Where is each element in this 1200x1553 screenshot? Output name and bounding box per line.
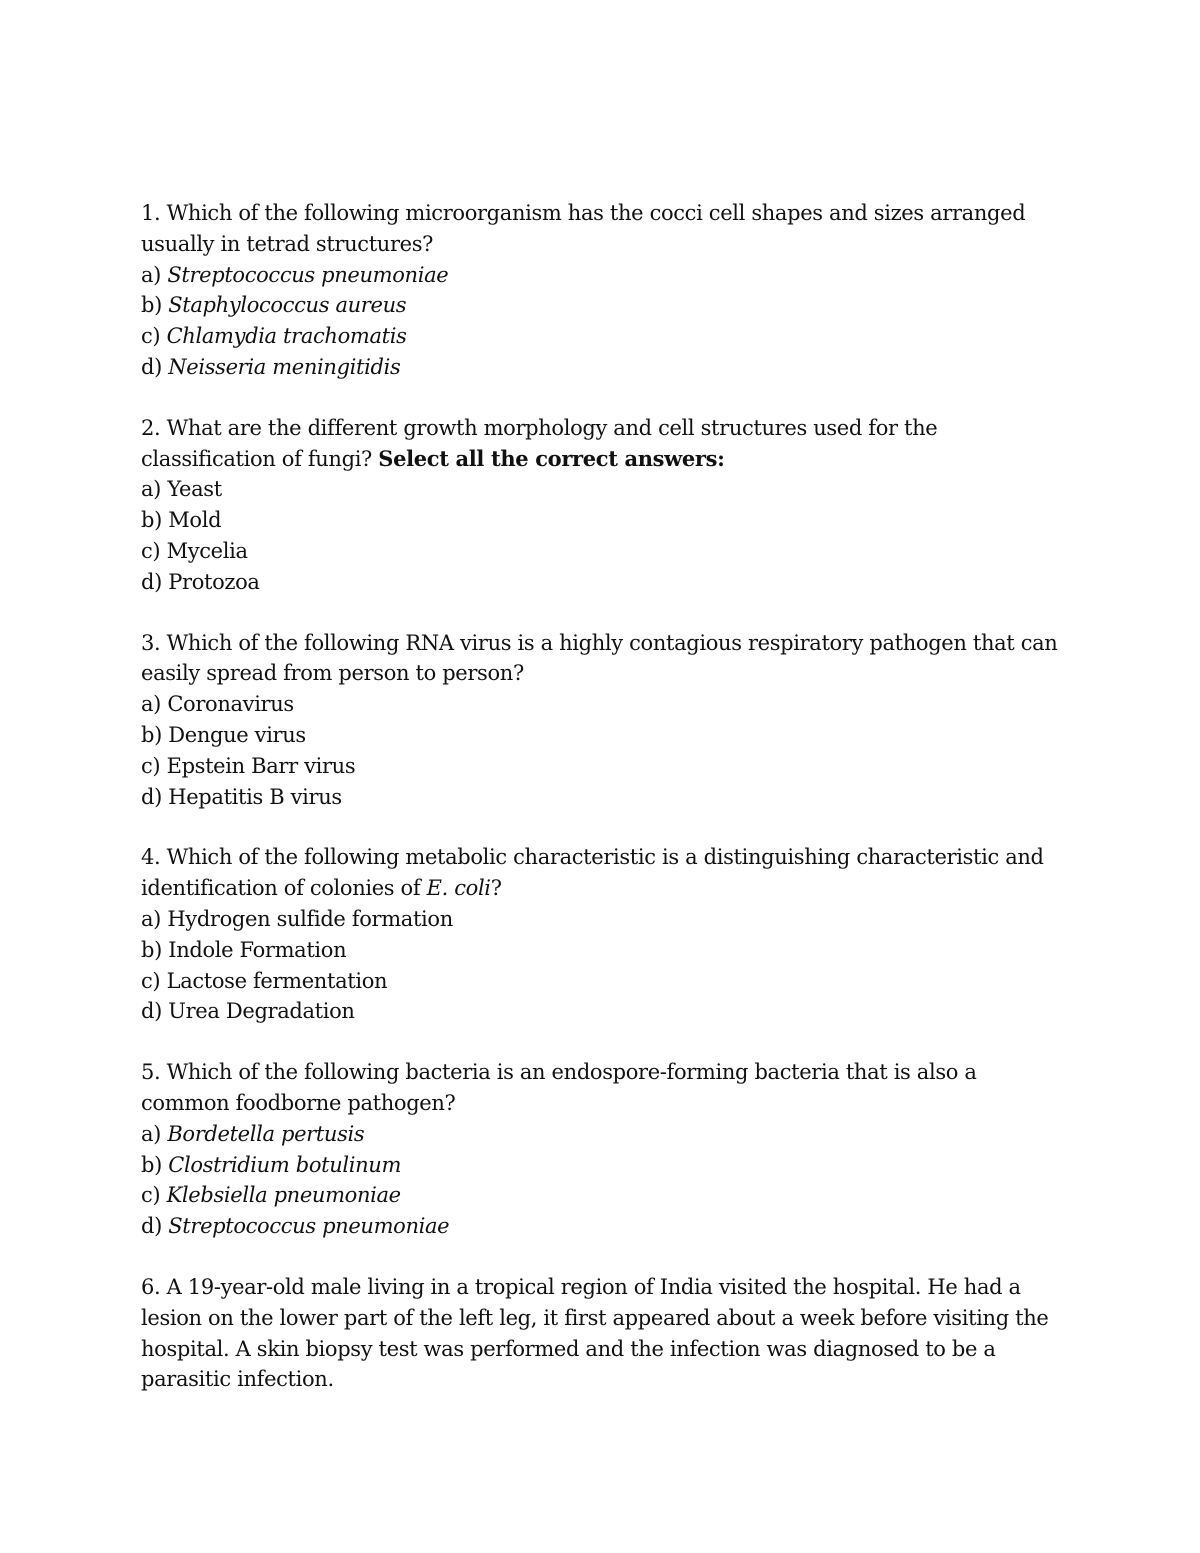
question-3-option-b — [141, 720, 1071, 751]
question-6-stem: 6. A 19-year-old male living in a tropical region of India visited the hospital. He had a lesion on the lower part of the left leg, it first appeared about a week before visiting the hospital. A skin biopsy test was performed and the infection was diagnosed to be a parasitic infection. — [141, 1274, 1049, 1392]
option-letter: a) — [141, 262, 162, 287]
option-letter: a) — [141, 477, 162, 502]
option-letter: b) — [141, 722, 162, 747]
question-1-stem: 1. Which of the following microorganism has the cocci cell shapes and sizes arranged usually in tetrad structures? — [141, 201, 1026, 256]
option-text: Epstein Barr virus — [166, 753, 356, 778]
question-1 — [141, 198, 1071, 383]
option-letter: b) — [141, 293, 162, 318]
option-text: Protozoa — [168, 569, 260, 594]
question-2-option-b — [141, 505, 1071, 536]
option-letter: a) — [141, 906, 162, 931]
option-text: Hepatitis B virus — [168, 784, 342, 809]
option-letter: c) — [141, 1183, 161, 1208]
option-text: Bordetella pertusis — [167, 1121, 365, 1146]
document-page — [141, 198, 1071, 1425]
option-letter: d) — [141, 1214, 162, 1239]
option-letter: b) — [141, 937, 162, 962]
question-5-option-d — [141, 1211, 1071, 1242]
option-text: Indole Formation — [168, 937, 347, 962]
option-text: Urea Degradation — [168, 999, 355, 1024]
question-4-organism: E. coli — [426, 876, 491, 901]
option-letter: b) — [141, 508, 162, 533]
question-3 — [141, 628, 1071, 813]
option-letter: a) — [141, 692, 162, 717]
question-2-instruction: Select all the correct answers: — [378, 445, 725, 471]
option-letter: a) — [141, 1121, 162, 1146]
question-5-option-c — [141, 1180, 1071, 1211]
option-letter: d) — [141, 354, 162, 379]
question-1-option-d — [141, 352, 1071, 383]
question-5-option-a — [141, 1119, 1071, 1150]
question-5-option-b — [141, 1150, 1071, 1181]
question-3-stem: 3. Which of the following RNA virus is a highly contagious respiratory pathogen that can easily spread from person to person? — [141, 630, 1058, 686]
question-5-stem: 5. Which of the following bacteria is an endospore-forming bacteria that is also a common foodborne pathogen? — [141, 1060, 977, 1115]
question-4-stem-end: ? — [490, 876, 502, 901]
question-4-option-b — [141, 935, 1071, 966]
option-text: Neisseria meningitidis — [168, 354, 401, 379]
option-text: Streptococcus pneumoniae — [167, 262, 449, 287]
option-text: Mold — [168, 508, 222, 533]
question-6 — [141, 1272, 1071, 1395]
question-2-option-d — [141, 567, 1071, 598]
option-letter: c) — [141, 753, 161, 778]
question-3-option-a — [141, 689, 1071, 720]
question-2-option-a — [141, 474, 1071, 505]
question-2-stem-text: 2. What are the different growth morphology and cell structures used for the classification of fungi? — [141, 415, 938, 471]
option-text: Hydrogen sulfide formation — [167, 906, 453, 931]
option-letter: b) — [141, 1152, 162, 1177]
question-1-option-b — [141, 290, 1071, 321]
question-3-option-c — [141, 751, 1071, 782]
question-4-option-a — [141, 904, 1071, 935]
option-letter: c) — [141, 968, 161, 993]
question-4 — [141, 842, 1071, 1027]
option-text: Lactose fermentation — [166, 968, 388, 993]
option-text: Yeast — [167, 477, 222, 502]
option-letter: d) — [141, 999, 162, 1024]
option-text: Streptococcus pneumoniae — [168, 1214, 450, 1239]
option-text: Chlamydia trachomatis — [166, 324, 407, 349]
option-letter: c) — [141, 538, 161, 563]
question-4-option-c — [141, 966, 1071, 997]
option-letter: d) — [141, 784, 162, 809]
question-4-stem-text: 4. Which of the following metabolic characteristic is a distinguishing characteristic and identification of colonies of — [141, 845, 1044, 901]
option-text: Coronavirus — [167, 692, 294, 717]
question-4-stem — [141, 842, 1071, 904]
option-text: Mycelia — [166, 538, 248, 563]
question-1-option-a — [141, 260, 1071, 291]
question-2-stem — [141, 413, 1071, 475]
question-1-option-c — [141, 321, 1071, 352]
option-letter: c) — [141, 324, 161, 349]
question-5 — [141, 1057, 1071, 1242]
question-3-option-d — [141, 782, 1071, 813]
option-text: Dengue virus — [168, 722, 306, 747]
option-text: Clostridium botulinum — [168, 1152, 402, 1177]
option-text: Staphylococcus aureus — [168, 293, 407, 318]
question-2-option-c — [141, 536, 1071, 567]
question-2 — [141, 413, 1071, 598]
option-letter: d) — [141, 569, 162, 594]
question-4-option-d — [141, 996, 1071, 1027]
option-text: Klebsiella pneumoniae — [166, 1183, 401, 1208]
